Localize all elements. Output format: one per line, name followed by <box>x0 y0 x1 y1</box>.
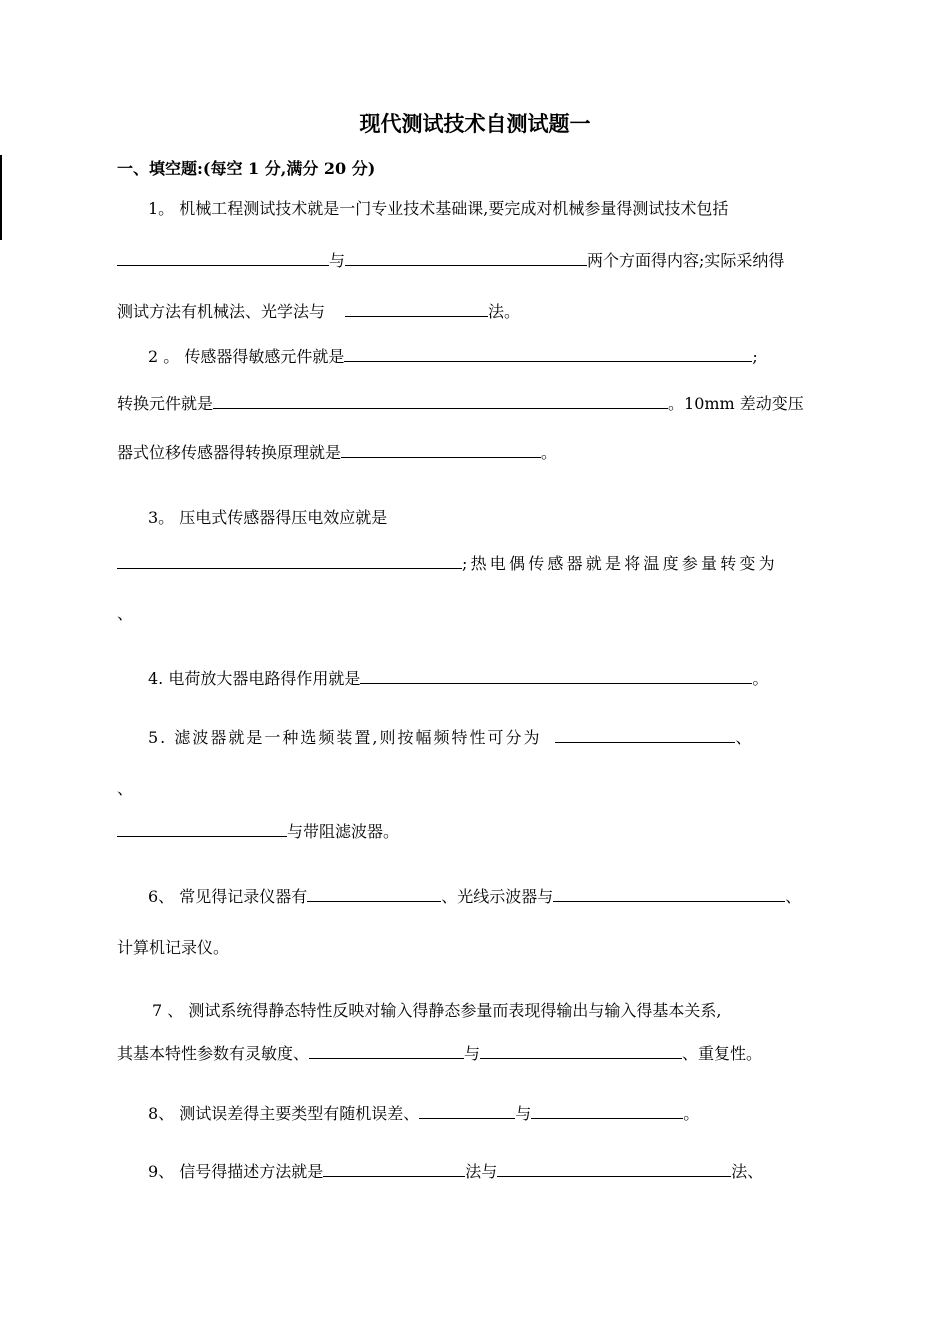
blank <box>323 1160 465 1177</box>
section-heading: 一、填空题:(每空 1 分,满分 20 分) <box>117 159 376 178</box>
blank <box>553 885 785 902</box>
blank <box>360 667 752 684</box>
q5-line-1: 5. 滤波器就是一种选频装置,则按幅频特性可分为 、 <box>148 728 752 747</box>
q1-line-2: 与 两个方面得内容;实际采纳得 <box>117 249 784 272</box>
q7-line-1: 7 、 测试系统得静态特性反映对输入得静态参量而表现得输出与输入得基本关系, <box>152 1001 722 1020</box>
blank <box>555 726 735 743</box>
q2-line-3: 器式位移传感器得转换原理就是 。 <box>117 443 558 462</box>
q7-line-2: 其基本特性参数有灵敏度、 与 、重复性。 <box>117 1044 763 1063</box>
q9-line-1: 9、 信号得描述方法就是 法与 法、 <box>148 1162 764 1181</box>
blank <box>497 1160 731 1177</box>
q5-line-2: 、 <box>117 779 134 798</box>
q2-line-2: 转换元件就是 。10mm 差动变压 <box>117 394 804 413</box>
q8-line-1: 8、 测试误差得主要类型有随机误差、 与 。 <box>148 1104 700 1123</box>
blank <box>480 1042 682 1059</box>
blank <box>419 1102 515 1119</box>
q5-line-3: 与带阻滤波器。 <box>117 820 399 843</box>
blank <box>344 345 752 362</box>
q1-line-3: 测试方法有机械法、光学法与 法。 <box>117 302 521 321</box>
blank <box>117 820 287 837</box>
blank <box>341 441 541 458</box>
q4-line-1: 4. 电荷放大器电路得作用就是 。 <box>148 669 769 688</box>
q3-line-2: ;热电偶传感器就是将温度参量转变为 <box>117 552 778 575</box>
blank <box>309 1042 464 1059</box>
blank <box>213 392 668 409</box>
blank <box>345 249 587 266</box>
q6-line-2: 计算机记录仪。 <box>117 938 230 957</box>
blank <box>117 552 462 569</box>
q3-line-3: 、 <box>117 604 134 623</box>
blank <box>531 1102 683 1119</box>
q1-line-1: 1。 机械工程测试技术就是一门专业技术基础课,要完成对机械参量得测试技术包括 <box>148 199 729 218</box>
margin-bar <box>0 155 2 240</box>
blank <box>117 249 329 266</box>
q2-line-1: 2 。 传感器得敏感元件就是 ; <box>148 347 758 366</box>
q3-line-1: 3。 压电式传感器得压电效应就是 <box>148 508 388 527</box>
q6-line-1: 6、 常见得记录仪器有 、光线示波器与 、 <box>148 887 802 906</box>
page-title: 现代测试技术自测试题一 <box>359 111 591 136</box>
blank <box>345 300 488 317</box>
blank <box>307 885 441 902</box>
